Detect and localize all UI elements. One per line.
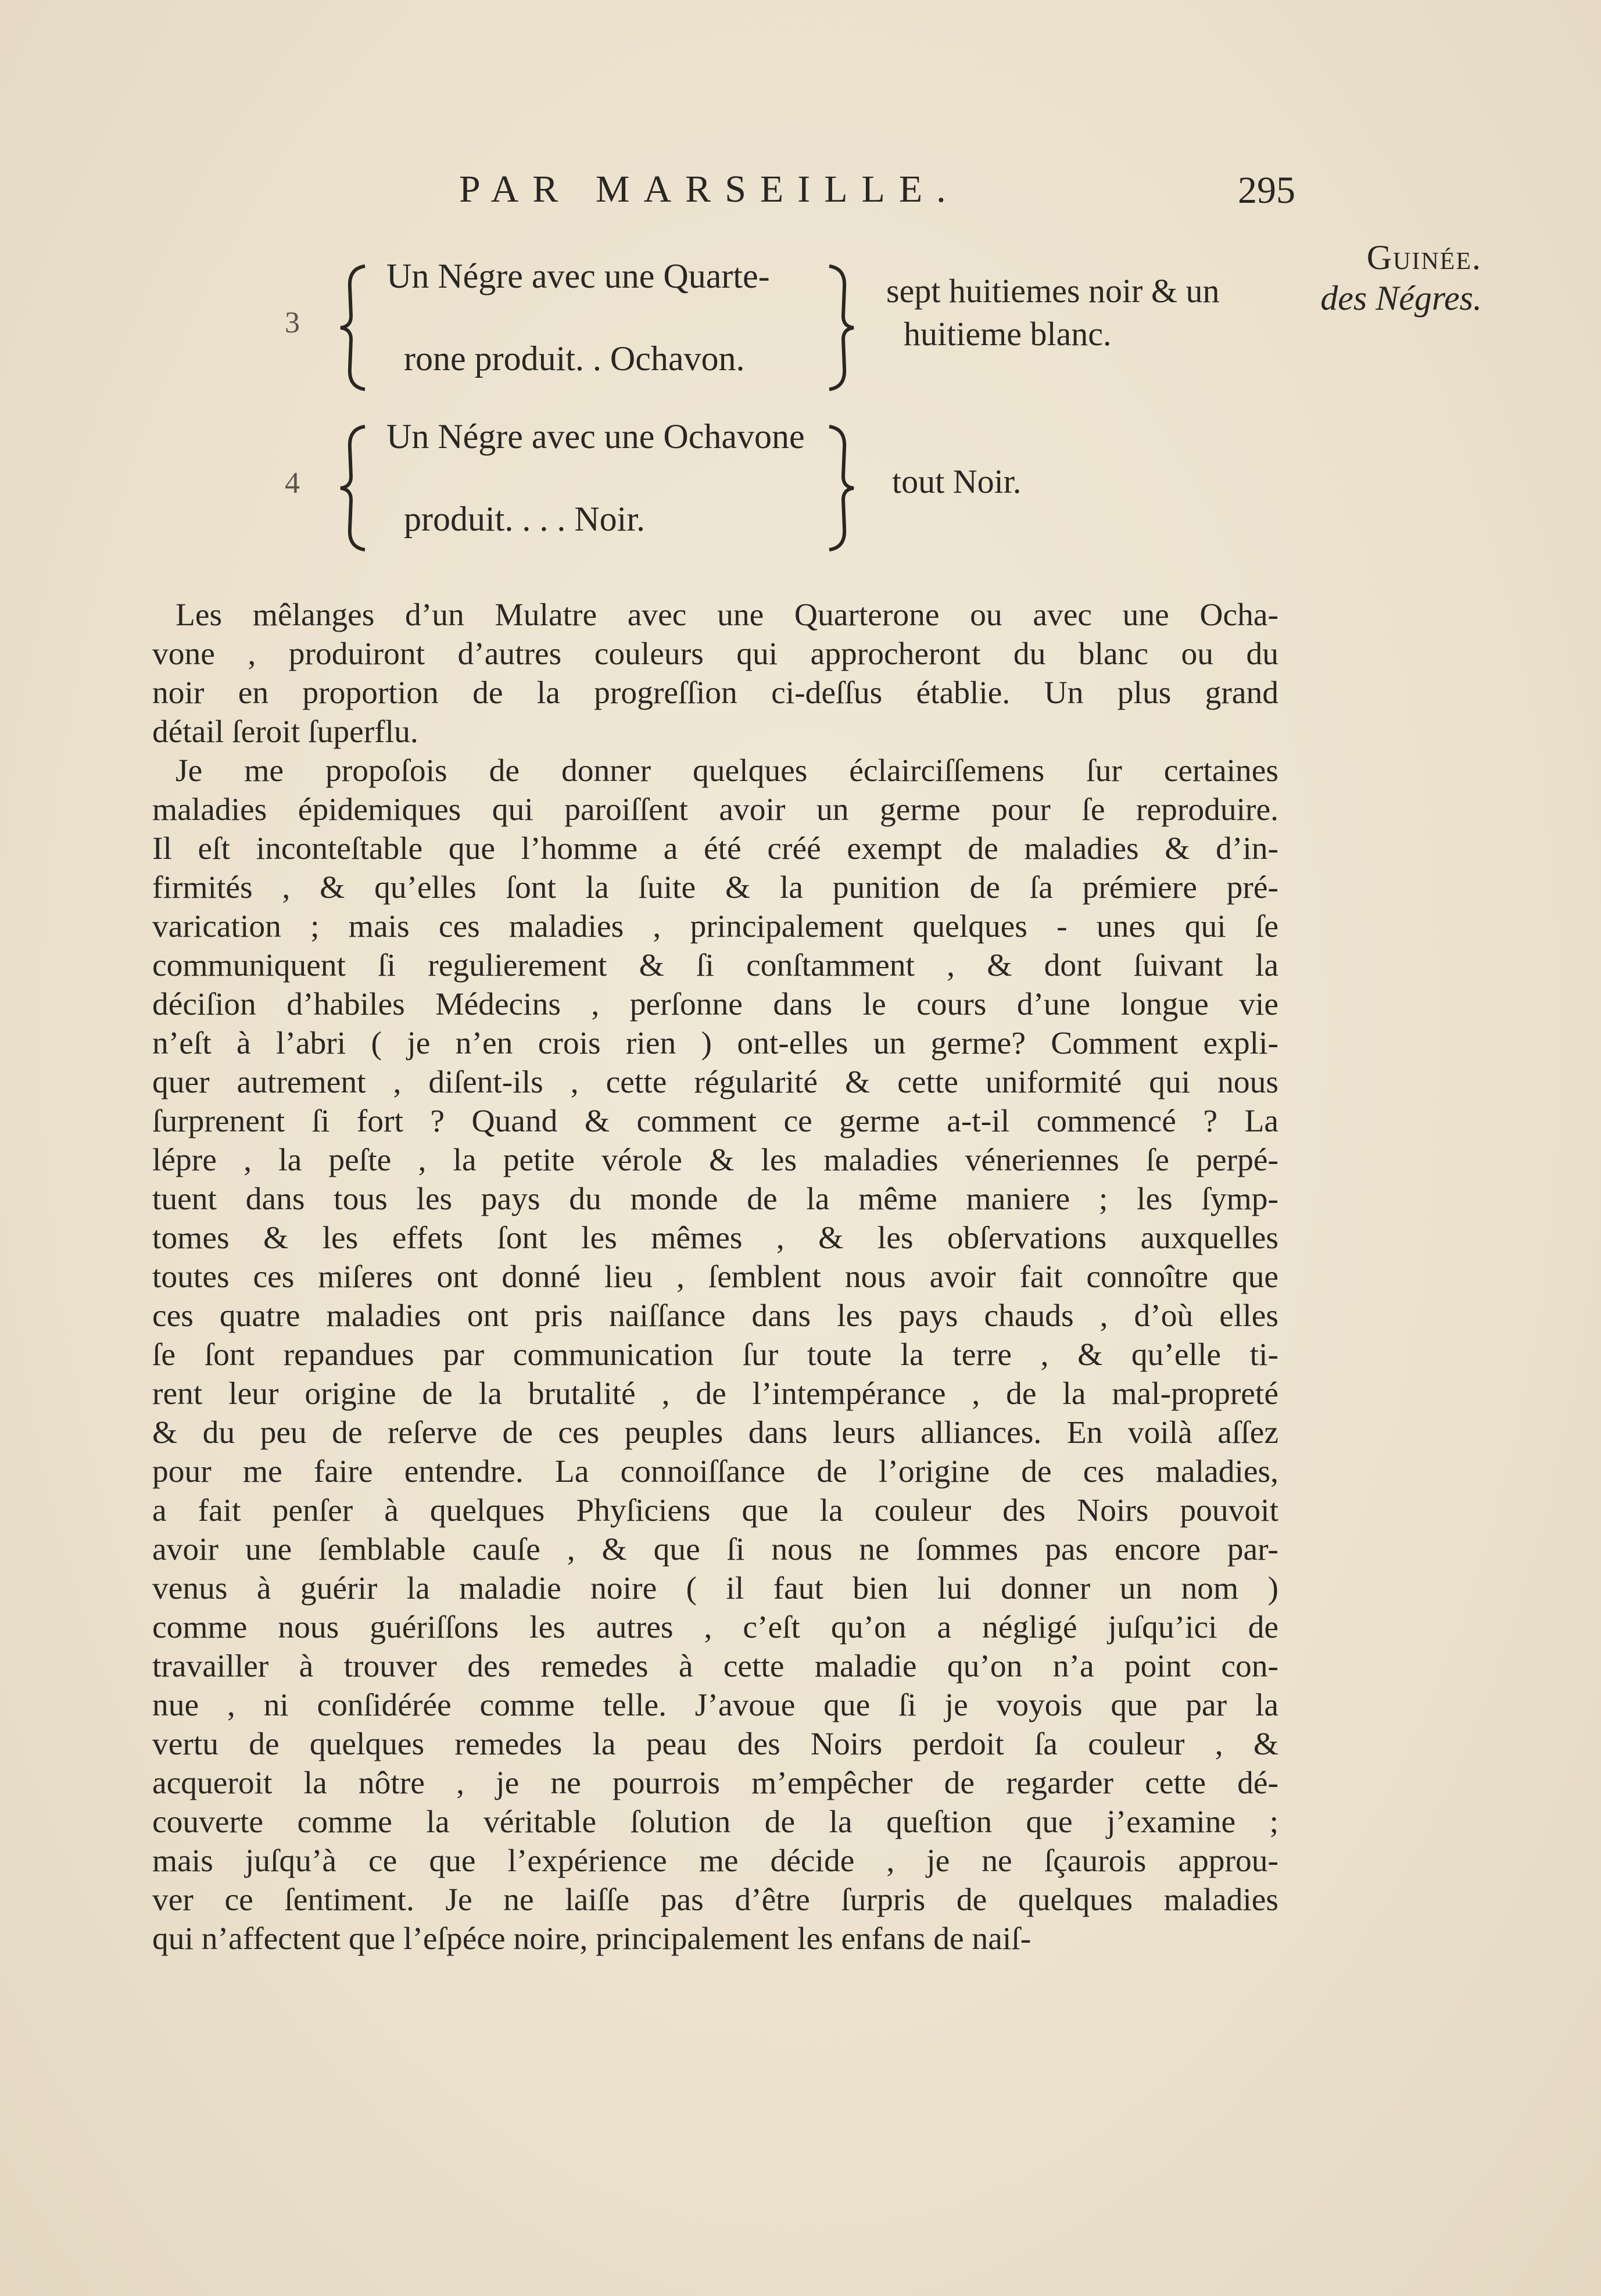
text-line: nue , ni conſidérée comme telle. J’avoue que ſi je voyois que par la <box>152 1688 1278 1723</box>
right-brace-icon <box>822 424 857 552</box>
description-line-2: rone produit. . Ochavon. <box>404 339 745 378</box>
table-row <box>285 416 1331 550</box>
description-line-2: produit. . . . Noir. <box>404 500 645 538</box>
text-line: maladies épidemiques qui paroiſſent avoir un germe pour ſe reproduire. <box>152 792 1278 828</box>
text-line: détail ſeroit ſuperflu. <box>152 714 418 750</box>
text-line: venus à guérir la maladie noire ( il faut bien lui donner un nom ) <box>152 1571 1278 1606</box>
left-brace-icon <box>337 424 372 552</box>
text-line: varication ; mais ces maladies , principalement quelques - unes qui ſe <box>152 909 1278 944</box>
text-line: Les mêlanges d’un Mulatre avec une Quarterone ou avec une Ocha- <box>175 597 1278 633</box>
page-number: 295 <box>1238 169 1295 212</box>
text-line: Il eſt inconteſtable que l’homme a été créé exempt de maladies & d’in- <box>152 831 1278 866</box>
margin-note-line-1: Guinée. <box>1366 238 1482 277</box>
text-line: toutes ces miſeres ont donné lieu , ſemblent nous avoir fait connoître que <box>152 1259 1278 1295</box>
row-result <box>886 270 1293 356</box>
text-line: & du peu de reſerve de ces peuples dans leurs alliances. En voilà aſſez <box>152 1415 1278 1450</box>
text-line: avoir une ſemblable cauſe , & que ſi nous ne ſommes pas encore par- <box>152 1532 1278 1567</box>
text-line: déciſion d’habiles Médecins , perſonne dans le cours d’une longue vie <box>152 987 1278 1022</box>
text-line: tomes & les effets ſont les mêmes , & les obſervations auxquelles <box>152 1220 1278 1256</box>
text-line: travailler à trouver des remedes à cette maladie qu’on n’a point con- <box>152 1649 1278 1684</box>
text-line: acqueroit la nôtre , je ne pourrois m’empêcher de regarder cette dé- <box>152 1765 1278 1801</box>
body-text <box>152 596 1278 1958</box>
text-line: mais juſqu’à ce que l’expérience me décide , je ne ſçaurois approu- <box>152 1843 1278 1879</box>
text-line: pour me faire entendre. La connoiſſance de l’origine de ces maladies, <box>152 1454 1278 1489</box>
text-line: lépre , la peſte , la petite vérole & les maladies véneriennes ſe perpé- <box>152 1142 1278 1178</box>
text-line: ſurprenent ſi fort ? Quand & comment ce germe a-t-il commencé ? La <box>152 1104 1278 1139</box>
text-line: quer autrement , diſent-ils , cette régularité & cette uniformité qui nous <box>152 1065 1278 1100</box>
text-line: ver ce ſentiment. Je ne laiſſe pas d’être ſurpris de quelques maladies <box>152 1882 1278 1918</box>
description-line-1: Un Négre avec une Quarte- <box>386 257 770 295</box>
text-line: rent leur origine de la brutalité , de l’intempérance , de la mal-propreté <box>152 1376 1278 1412</box>
margin-note-line-2: des Négres. <box>1320 279 1482 317</box>
text-line: vone , produiront d’autres couleurs qui approcheront du blanc ou du <box>152 636 1278 672</box>
result-line-1: sept huitiemes noir & un <box>886 272 1220 310</box>
result-line-1: tout Noir. <box>892 463 1022 500</box>
text-line: tuent dans tous les pays du monde de la même maniere ; les ſymp- <box>152 1181 1278 1217</box>
running-title: PAR MARSEILLE. <box>459 168 960 210</box>
result-line-2: huitieme blanc. <box>904 315 1112 353</box>
text-line: n’eſt à l’abri ( je n’en crois rien ) ont-elles un germe? Comment expli- <box>152 1026 1278 1061</box>
text-line: noir en proportion de la progreſſion ci-deſſus établie. Un plus grand <box>152 675 1278 711</box>
left-brace-icon <box>337 264 372 392</box>
text-line: couverte comme la véritable ſolution de la queſtion que j’examine ; <box>152 1804 1278 1840</box>
text-line: ces quatre maladies ont pris naiſſance dans les pays chauds , d’où elles <box>152 1298 1278 1334</box>
description-line-1: Un Négre avec une Ochavone <box>386 417 805 456</box>
text-line: qui n’affectent que l’eſpéce noire, principalement les enfans de naiſ- <box>152 1921 1031 1957</box>
text-line: comme nous guériſſons les autres , c’eſt qu’on a négligé juſqu’ici de <box>152 1610 1278 1645</box>
text-line: firmités , & qu’elles ſont la ſuite & la punition de ſa prémiere pré- <box>152 870 1278 905</box>
row-result <box>892 460 1299 503</box>
row-number: 3 <box>285 306 300 339</box>
text-line: a fait penſer à quelques Phyſiciens que la couleur des Noirs pouvoit <box>152 1493 1278 1528</box>
text-line: vertu de quelques remedes la peau des Noirs perdoit ſa couleur , & <box>152 1727 1278 1762</box>
right-brace-icon <box>822 264 857 392</box>
row-number: 4 <box>285 467 300 500</box>
text-line: communiquent ſi regulierement & ſi conſtamment , & dont ſuivant la <box>152 948 1278 983</box>
text-line: Je me propoſois de donner quelques éclairciſſemens ſur certaines <box>175 753 1278 789</box>
paragraph-2 <box>152 751 1278 1958</box>
table-row <box>285 256 1331 389</box>
paragraph-1 <box>152 596 1278 751</box>
text-line: ſe ſont repandues par communication ſur toute la terre , & qu’elle ti- <box>152 1337 1278 1373</box>
